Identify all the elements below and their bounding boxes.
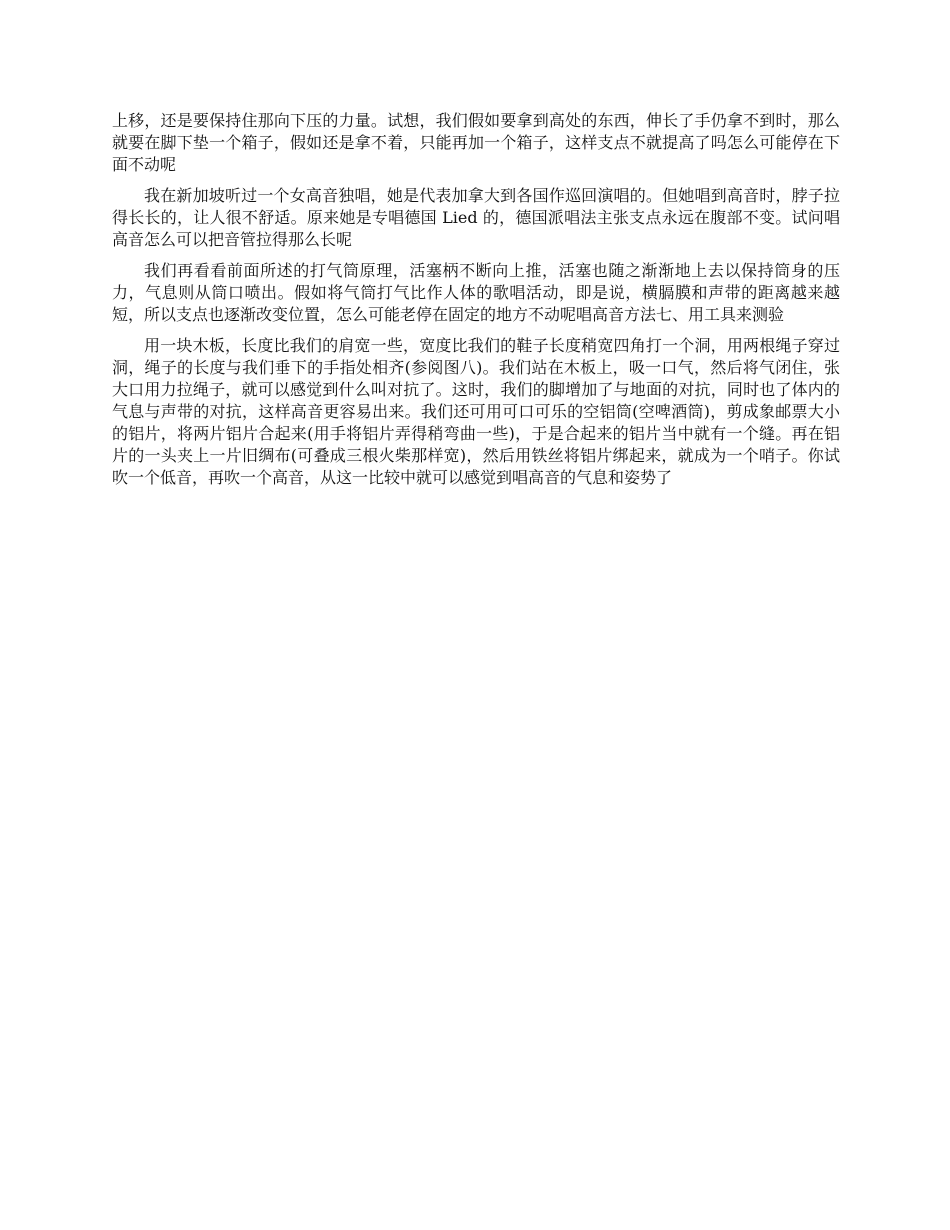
paragraph-3: 我们再看看前面所述的打气筒原理，活塞柄不断向上推，活塞也随之渐渐地上去以保持筒身的压力，气息则从筒口喷出。假如将气筒打气比作人体的歌唱活动，即是说，横膈膜和声带的距离越来越短，所以支点也逐渐改变位置，怎么可能老停在固定的地方不动呢唱高音方法七、用工具来测验 — [112, 261, 840, 324]
document-body — [112, 110, 840, 498]
paragraph-1: 上移，还是要保持住那向下压的力量。试想，我们假如要拿到高处的东西，伸长了手仍拿不到时，那么就要在脚下垫一个箱子，假如还是拿不着，只能再加一个箱子，这样支点不就提高了吗怎么可能停在下面不动呢 — [112, 111, 840, 174]
paragraph-4: 用一块木板，长度比我们的肩宽一些，宽度比我们的鞋子长度稍宽四角打一个洞，用两根绳子穿过洞，绳子的长度与我们垂下的手指处相齐(参阅图八)。我们站在木板上，吸一口气，然后将气闭住，张大口用力拉绳子，就可以感觉到什么叫对抗了。这时，我们的脚增加了与地面的对抗，同时也了体内的气息与声带的对抗，这样高音更容易出来。我们还可用可口可乐的空铝筒(空啤酒筒)，剪成象邮票大小的铝片，将两片铝片合起来(用手将铝片弄得稍弯曲一些)，于是合起来的铝片当中就有一个缝。再在铝片的一头夹上一片旧绸布(可叠成三根火柴那样宽)，然后用铁丝将铝片绑起来，就成为一个哨子。你试吹一个低音，再吹一个高音，从这一比较中就可以感觉到唱高音的气息和姿势了 — [112, 336, 840, 487]
paragraph-2: 我在新加坡听过一个女高音独唱，她是代表加拿大到各国作巡回演唱的。但她唱到高音时，脖子拉得长长的，让人很不舒适。原来她是专唱德国 Lied 的，德国派唱法主张支点永远在腹部不变。试问唱高音怎么可以把音管拉得那么长呢 — [112, 186, 840, 249]
